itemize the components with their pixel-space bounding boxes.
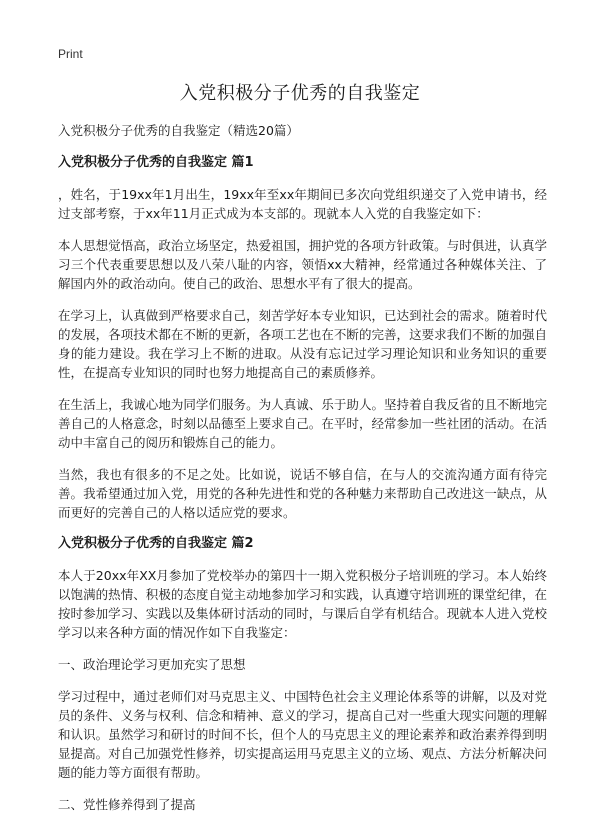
paragraph: 本人于20xx年XX月参加了党校举办的第四十一期入党积极分子培训班的学习。本人始终以饱满的热情、积极的态度自觉主动地参加学习和实践，认真遵守培训班的课堂纪律，在按时参加学习、实践以及集体研讨活动的同时，与课后自学有机结合。现就本人进入党校学习以来各种方面的情况作如下自我鉴定：	[58, 568, 547, 640]
paragraph: 学习过程中，通过老师们对马克思主义、中国特色社会主义理论体系等的讲解，以及对党员的条件、义务与权利、信念和精神、意义的学习，提高自己对一些重大现实问题的理解和认识。虽然学习和研讨的时间不长，但个人的马克思主义的理论素养和政治素养得到明显提高。对自己加强党性修养，切实提高运用马克思主义的立场、观点、方法分析解决问题的能力等方面很有帮助。	[58, 689, 547, 780]
paragraph: 本人思想觉悟高，政治立场坚定，热爱祖国，拥护党的各项方针政策。与时俱进，认真学习三个代表重要思想以及八荣八耻的内容，领悟xx大精神，经常通过各种媒体关注、了解国内外的政治动向。使自己的政治、思想水平有了很大的提高。	[58, 238, 547, 291]
section-heading-2: 入党积极分子优秀的自我鉴定 篇2	[58, 536, 254, 551]
page-title: 入党积极分子优秀的自我鉴定	[179, 83, 421, 104]
paragraph: 在生活上，我诚心地为同学们服务。为人真诚、乐于助人。坚持着自我反省的且不断地完善自己的人格意念，时刻以品德至上要求自己。在平时，经常参加一些社团的活动。在活动中丰富自己的阅历和锻炼自己的能力。	[58, 397, 547, 450]
paragraph: 在学习上，认真做到严格要求自己，刻苦学好本专业知识，已达到社会的需求。随着时代的发展，各项技术都在不断的更新，各项工艺也在不断的完善，这要求我们不断的加强自身的能力建设。我在学习上不断的进取。从没有忘记过学习理论知识和业务知识的重要性，在提高专业知识的同时也努力地提高自己的素质修养。	[58, 308, 547, 380]
paragraph: 当然，我也有很多的不足之处。比如说，说话不够自信，在与人的交流沟通方面有待完善。我希望通过加入党，用党的各种先进性和党的各种魅力来帮助自己改进这一缺点，从而更好的完善自己的人格以适应党的要求。	[58, 467, 547, 520]
print-link[interactable]: Print	[58, 47, 83, 61]
subsection-heading: 二、党性修养得到了提高	[58, 797, 196, 812]
document-body	[58, 122, 547, 827]
paragraph: ，姓名，于19xx年1月出生，19xx年至xx年期间已多次向党组织递交了入党申请书，经过支部考察，于xx年11月正式成为本支部的。现就本人入党的自我鉴定如下：	[58, 187, 547, 221]
subsection-heading: 一、政治理论学习更加充实了思想	[58, 657, 246, 672]
document-subtitle: 入党积极分子优秀的自我鉴定（精选20篇）	[58, 123, 299, 138]
section-heading-1: 入党积极分子优秀的自我鉴定 篇1	[58, 155, 254, 170]
